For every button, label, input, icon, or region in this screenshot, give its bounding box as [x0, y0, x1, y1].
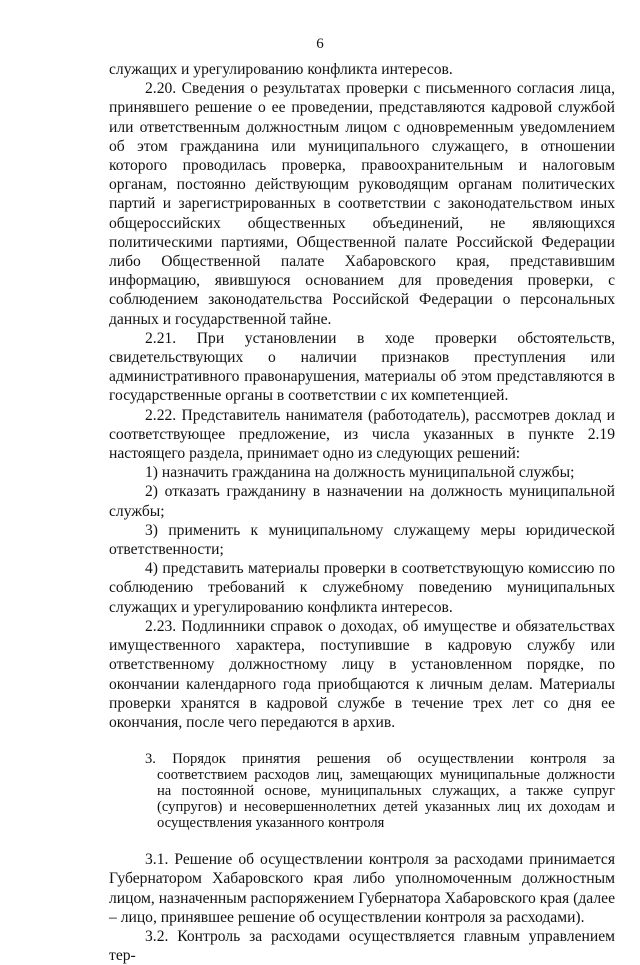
- paragraph-3-1: 3.1. Решение об осуществлении контроля за расходами принимается Губернатором Хабаровского края либо уполномоченным должностным лицом, назначенным распоряжением Губернатора Хабаровского края (далее – лицо, принявшее решение об осуществлении контроля за расходами).: [109, 851, 615, 926]
- list-item-3: 3) применить к муниципальному служащему меры юридической ответственности;: [109, 521, 615, 559]
- paragraph-2-20: 2.20. Сведения о результатах проверки с письменного согласия лица, принявшего решение о ее проведении, представляются кадровой службой или ответственным должностным лицом с одновременным уведомлением об этом гражданина или муниципального служащего, в отношении которого проводилась проверка, правоохранительным и налоговым органам, постоянно действующим руководящим органам политических партий и зарегистрированных в соответствии с законодательством иных общероссийских общественных объединений, не являющихся политическими партиями, Общественной палате Российской Федерации либо Общественной палате Хабаровского края, представившим информацию, явившуюся основанием для проведения проверки, с соблюдением законодательства Российской Федерации о персональных данных и государственной тайне.: [109, 80, 615, 328]
- paragraph-2-21: 2.21. При установлении в ходе проверки обстоятельств, свидетельствующих о наличии признаков преступления или административного правонарушения, материалы об этом представляются в государственные органы в соответствии с их компетенцией.: [109, 329, 615, 405]
- paragraph-2-22: 2.22. Представитель нанимателя (работодатель), рассмотрев доклад и соответствующее предложение, из числа указанных в пункте 2.19 настоящего раздела, принимает одно из следующих решений:: [109, 406, 615, 463]
- paragraph-3-2: 3.2. Контроль за расходами осуществляется главным управлением тер-: [109, 927, 615, 965]
- paragraph-continuation: служащих и урегулированию конфликта интересов.: [109, 61, 453, 78]
- section-3-heading: 3. Порядок принятия решения об осуществлении контроля за соответствием расходов лиц, замещающих муниципальные должности на постоянной основе, муниципальных служащих, а также супруг (супругов) и несовершеннолетних детей указанных лиц их доходам и осуществления указанного контроля: [145, 751, 615, 832]
- document-body: [109, 60, 615, 965]
- paragraph-2-23: 2.23. Подлинники справок о доходах, об имуществе и обязательствах имущественного характера, поступившие в кадровую службу или ответственному должностному лицу в установленном порядке, по окончании календарного года приобщаются к личным делам. Материалы проверки хранятся в кадровой службе в течение трех лет со дня ее окончания, после чего передаются в архив.: [109, 617, 615, 731]
- list-item-1: 1) назначить гражданина на должность муниципальной службы;: [145, 464, 575, 482]
- list-item-4: 4) представить материалы проверки в соответствующую комиссию по соблюдению требований к служебному поведению муниципальных служащих и урегулированию конфликта интересов.: [109, 560, 615, 616]
- page-number: 6: [316, 36, 324, 52]
- list-item-2: 2) отказать гражданину в назначении на должность муниципальной службы;: [109, 483, 615, 520]
